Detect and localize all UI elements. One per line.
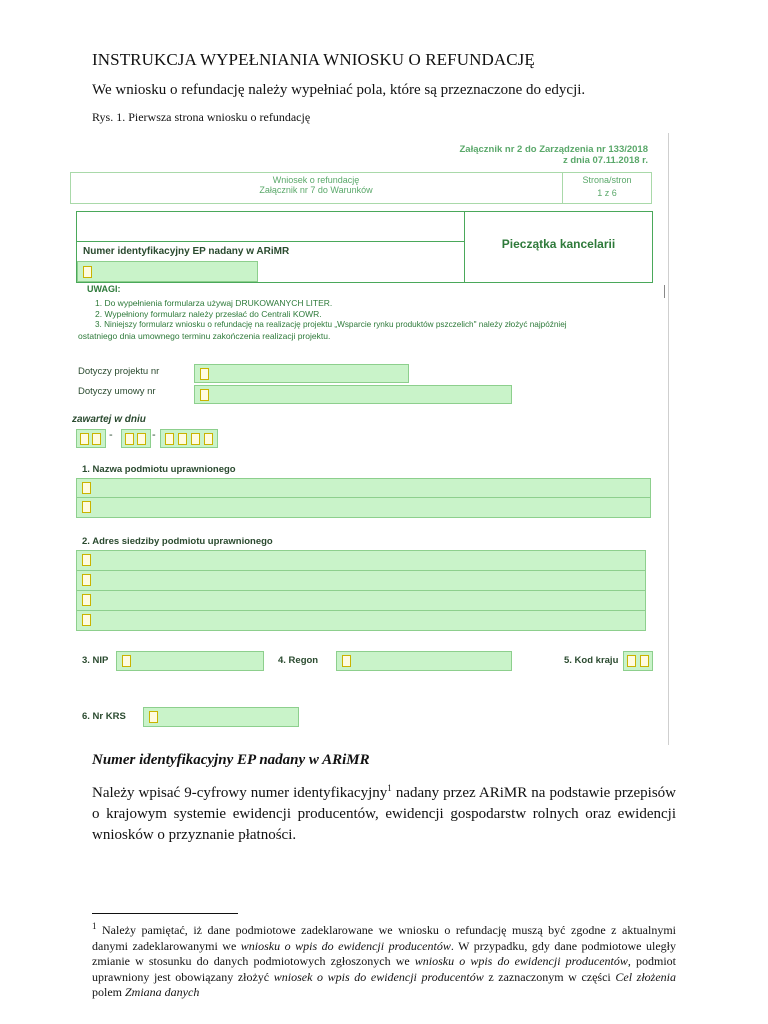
footnote-separator xyxy=(92,913,238,914)
form-header-title-2: Załącznik nr 7 do Warunków xyxy=(259,185,373,195)
krs-label: 6. Nr KRS xyxy=(82,711,126,722)
address-field-3[interactable] xyxy=(76,590,646,611)
paragraph-text: nadany przez ARiMR na podstawie przepisów o krajowym systemie ewidencji producentów, ewidencji gospodarstw rolnych oraz ewidencji wniosków o przyznanie płatności. xyxy=(92,785,676,843)
edit-marker-icon xyxy=(640,655,649,667)
footnote xyxy=(92,919,676,1001)
footnote-italic: Cel złożenia xyxy=(615,969,677,984)
krs-field[interactable] xyxy=(143,707,299,727)
edit-marker-icon xyxy=(92,433,101,445)
uwagi-item-2: 2. Wypełniony formularz należy przesłać do Centrali KOWR. xyxy=(95,309,322,319)
page-label: Strona/stron xyxy=(582,175,632,185)
project-number-field[interactable] xyxy=(194,364,409,383)
edit-marker-icon xyxy=(82,554,91,566)
edit-marker-icon xyxy=(82,482,91,494)
footnote-text: , podmiot uprawniony jest obowiązany złożyć xyxy=(92,954,676,984)
address-field-1[interactable] xyxy=(76,550,646,571)
edit-marker-icon xyxy=(82,574,91,586)
footnote-text: Należy pamiętać, iż dane podmiotowe zadeklarowane we wniosku o refundację muszą być zgodne z aktualnymi danymi zadeklarowanymi we xyxy=(92,923,676,953)
footnote-italic: wniosku o wpis do ewidencji producentów xyxy=(414,954,628,968)
figure-caption: Rys. 1. Pierwsza strona wniosku o refundację xyxy=(92,110,311,124)
country-code-label: 5. Kod kraju xyxy=(564,655,619,666)
edit-marker-icon xyxy=(200,389,209,401)
uwagi-item-1: 1. Do wypełnienia formularza używaj DRUKOWANYCH LITER. xyxy=(95,298,333,308)
edit-marker-icon xyxy=(342,655,351,667)
project-number-label: Dotyczy projektu nr xyxy=(78,366,160,377)
edit-marker-icon xyxy=(191,433,200,445)
edit-marker-icon xyxy=(82,614,91,626)
footnote-reference[interactable]: 1 xyxy=(387,783,392,793)
edit-marker-icon xyxy=(125,433,134,445)
edit-marker-icon xyxy=(83,266,92,278)
uwagi-item-3: 3. Niniejszy formularz wniosku o refundację na realizację projektu „Wsparcie rynku produktów pszczelich" należy złożyć najpóźniej xyxy=(95,320,567,329)
page-value: 1 z 6 xyxy=(597,188,617,198)
address-field-4[interactable] xyxy=(76,610,646,631)
uwagi-label: UWAGI: xyxy=(87,284,121,294)
stamp-label: Pieczątka kancelarii xyxy=(501,237,616,251)
date-day-field[interactable] xyxy=(76,429,106,448)
entity-name-field-2[interactable] xyxy=(76,497,651,518)
ep-number-field[interactable] xyxy=(77,261,258,282)
edit-marker-icon xyxy=(82,501,91,513)
address-field-2[interactable] xyxy=(76,570,646,591)
form-header-title-1: Wniosek o refundację xyxy=(272,175,360,185)
divider xyxy=(77,241,464,242)
edit-marker-icon xyxy=(165,433,174,445)
contract-date-label: zawartej w dniu xyxy=(72,414,146,425)
footnote-italic: wniosek o wpis do ewidencji producentów xyxy=(273,969,484,984)
form-header-box xyxy=(70,172,652,204)
ep-number-label: Numer identyfikacyjny EP nadany w ARiMR xyxy=(83,246,290,257)
footnote-number: 1 xyxy=(92,921,97,931)
footnote-italic: Zmiana danych xyxy=(125,985,200,999)
date-year-field[interactable] xyxy=(160,429,218,448)
edit-marker-icon xyxy=(137,433,146,445)
annex-line-1: Załącznik nr 2 do Zarządzenia nr 133/2018 xyxy=(459,144,648,155)
contract-number-label: Dotyczy umowy nr xyxy=(78,386,156,397)
country-code-field[interactable] xyxy=(623,651,653,671)
date-separator: - xyxy=(152,429,156,441)
edit-marker-icon xyxy=(82,594,91,606)
footnote-text: polem xyxy=(92,985,125,999)
date-month-field[interactable] xyxy=(121,429,151,448)
contract-number-field[interactable] xyxy=(194,385,512,404)
edit-marker-icon xyxy=(80,433,89,445)
entity-address-heading: 2. Adres siedziby podmiotu uprawnionego xyxy=(82,536,273,547)
regon-field[interactable] xyxy=(336,651,512,671)
uwagi-item-3-cont: ostatniego dnia umownego terminu zakończenia realizacji projektu. xyxy=(78,331,331,341)
footnote-text: z zaznaczonym w części xyxy=(483,969,616,984)
nip-label: 3. NIP xyxy=(82,655,109,666)
edit-marker-icon xyxy=(178,433,187,445)
document-intro: We wniosku o refundację należy wypełniać pola, które są przeznaczone do edycji. xyxy=(92,82,586,98)
edit-marker-icon xyxy=(149,711,158,723)
regon-label: 4. Regon xyxy=(278,655,319,666)
paragraph-text: Należy wpisać 9-cyfrowy numer identyfikacyjny xyxy=(92,785,388,801)
edit-marker-icon xyxy=(122,655,131,667)
text-cursor-icon xyxy=(664,285,665,298)
footnote-italic: wniosku o wpis do ewidencji producentów xyxy=(240,938,451,953)
form-figure xyxy=(70,133,670,745)
entity-name-heading: 1. Nazwa podmiotu uprawnionego xyxy=(82,464,236,475)
ep-section-paragraph xyxy=(92,778,676,846)
entity-name-field-1[interactable] xyxy=(76,478,651,499)
ep-section-heading: Numer identyfikacyjny EP nadany w ARiMR xyxy=(92,752,370,768)
footnote-text: . W przypadku, gdy dane podmiotowe uległy zmianie w stosunku do danych podmiotowych zgłoszonych we xyxy=(92,938,677,968)
nip-field[interactable] xyxy=(116,651,264,671)
document-title: INSTRUKCJA WYPEŁNIANIA WNIOSKU O REFUNDACJĘ xyxy=(92,50,535,69)
annex-line-2: z dnia 07.11.2018 r. xyxy=(562,155,648,166)
date-separator: - xyxy=(109,429,113,441)
edit-marker-icon xyxy=(627,655,636,667)
edit-marker-icon xyxy=(200,368,209,380)
edit-marker-icon xyxy=(204,433,213,445)
